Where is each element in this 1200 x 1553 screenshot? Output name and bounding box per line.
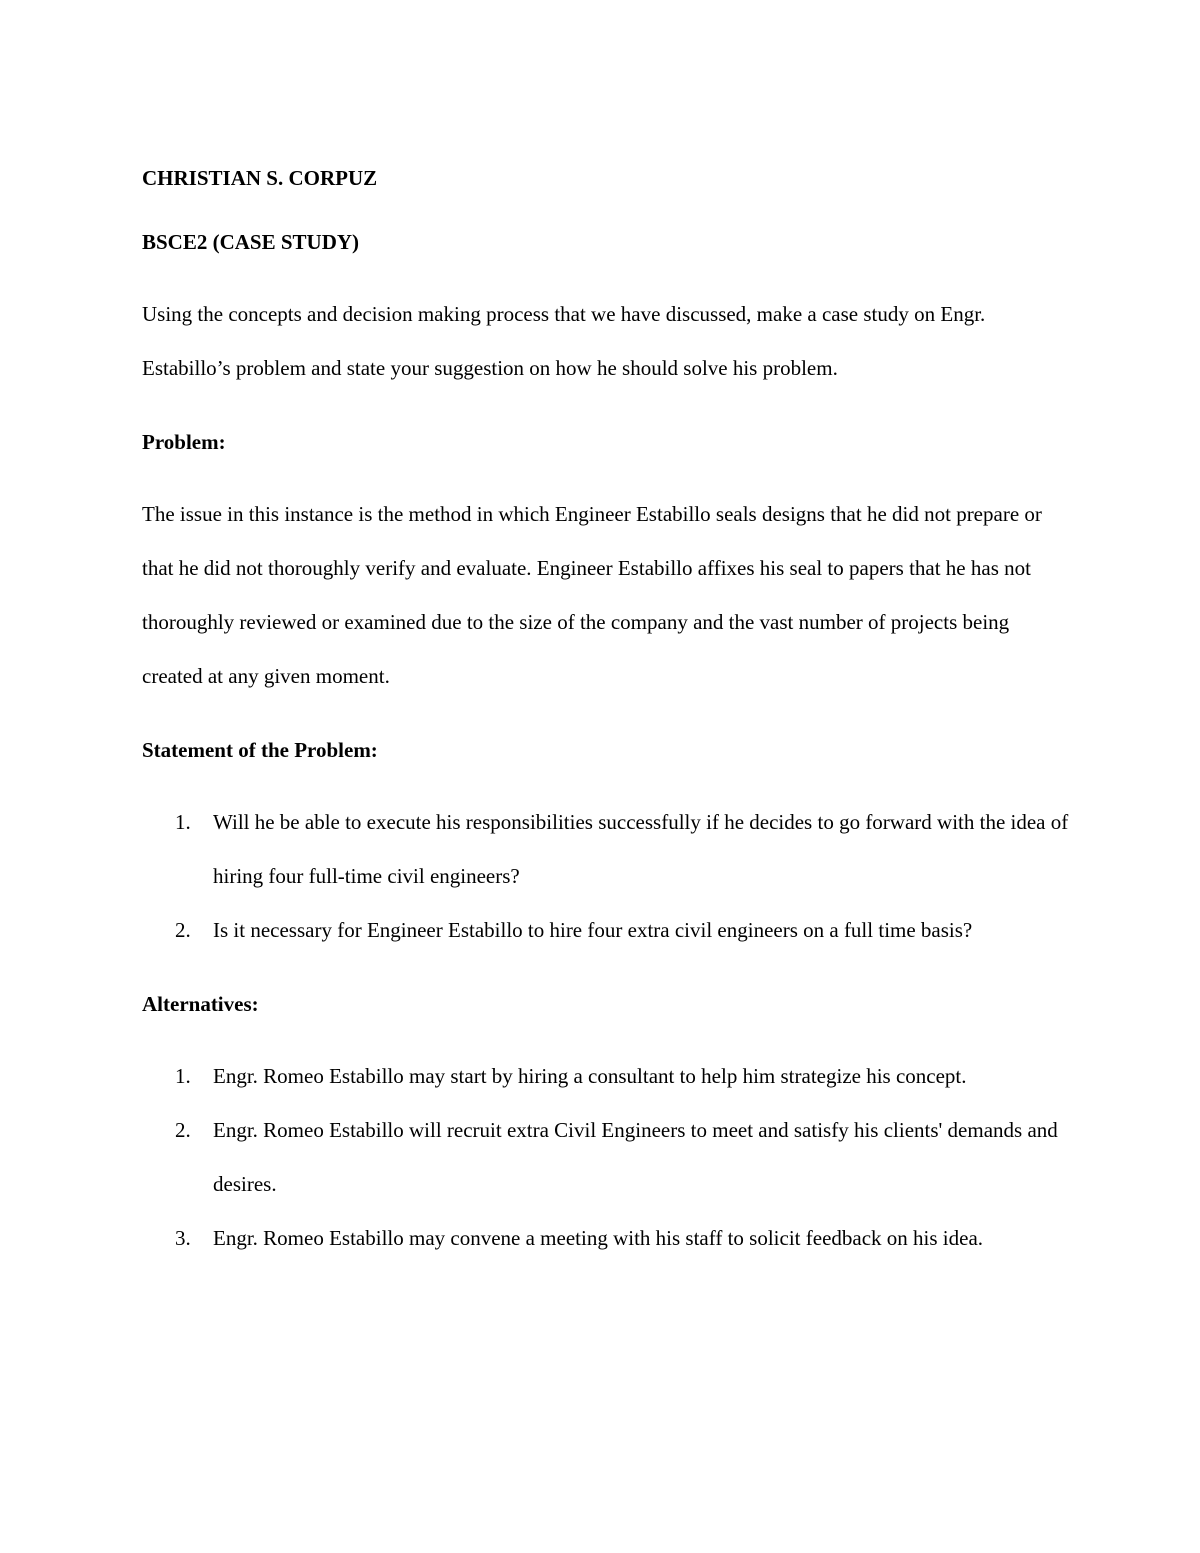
list-item [142, 1049, 1070, 1103]
list-item-text: Is it necessary for Engineer Estabillo to hire four extra civil engineers on a full time basis? [213, 918, 973, 942]
list-item [142, 1211, 1070, 1265]
list-item-text: Engr. Romeo Estabillo may convene a meeting with his staff to solicit feedback on his idea. [213, 1226, 984, 1250]
course-title: BSCE2 (CASE STUDY) [142, 230, 360, 254]
list-item-text: Will he be able to execute his responsibilities successfully if he decides to go forward with the idea of hiring four full-time civil engineers? [213, 810, 1069, 888]
list-item [142, 795, 1070, 903]
problem-paragraph: The issue in this instance is the method in which Engineer Estabillo seals designs that he did not prepare or that he did not thoroughly verify and evaluate. Engineer Estabillo affixes his seal to papers that he has not thoroughly reviewed or examined due to the size of the company and the vast number of projects being created at any given moment. [142, 502, 1042, 688]
list-item [142, 1103, 1070, 1211]
list-item-number: 1. [175, 1064, 191, 1088]
problem-heading: Problem: [142, 430, 226, 454]
statement-list [142, 795, 1070, 957]
list-item-text: Engr. Romeo Estabillo may start by hiring a consultant to help him strategize his concept. [213, 1064, 967, 1088]
statement-heading: Statement of the Problem: [142, 738, 378, 762]
list-item-number: 2. [175, 918, 191, 942]
author-name: CHRISTIAN S. CORPUZ [142, 166, 378, 190]
list-item-number: 2. [175, 1118, 191, 1142]
list-item-number: 3. [175, 1226, 191, 1250]
alternatives-heading: Alternatives: [142, 992, 259, 1016]
list-item [142, 903, 1070, 957]
list-item-text: Engr. Romeo Estabillo will recruit extra Civil Engineers to meet and satisfy his clients' demands and desires. [213, 1118, 1058, 1196]
instructions-paragraph: Using the concepts and decision making process that we have discussed, make a case study on Engr. Estabillo’s problem and state your suggestion on how he should solve his problem. [142, 302, 986, 380]
list-item-number: 1. [175, 810, 191, 834]
alternatives-list [142, 1049, 1070, 1265]
